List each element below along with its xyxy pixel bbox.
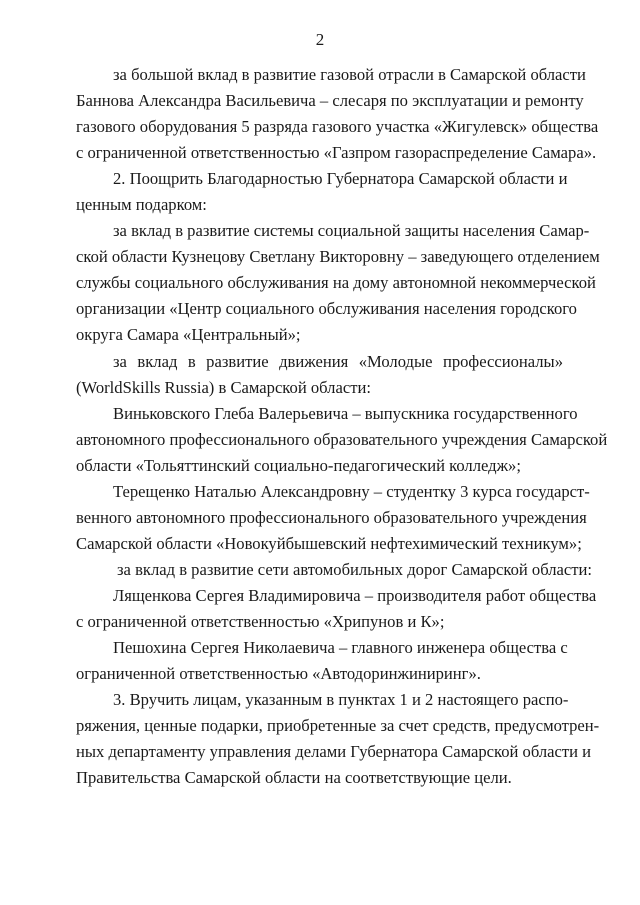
text-line: с ограниченной ответственностью «Хрипунов и К»; [76,611,445,631]
page-number: 2 [315,30,325,49]
text-line: ценным подарком: [76,195,207,215]
text-line: (WorldSkills Russia) в Самарской области: [76,377,371,397]
text-line: службы социального обслуживания на дому автономной некоммерческой [76,273,596,293]
text-line: области «Тольяттинский социально-педагогический колледж»; [76,455,521,475]
text-line: Терещенко Наталью Александровну – студентку 3 курса государст- [113,481,590,501]
text-line: 2. Поощрить Благодарностью Губернатора Самарской области и [113,169,568,189]
text-line: ряжения, ценные подарки, приобретенные за счет средств, предусмотрен- [76,716,600,736]
paragraph [76,583,597,635]
paragraph [76,218,600,348]
text-line: газового оборудования 5 разряда газового участка «Жигулевск» общества [76,117,599,137]
text-line: округа Самара «Центральный»; [76,325,301,345]
text-line: за большой вклад в развитие газовой отрасли в Самарской области [113,65,586,84]
text-line: ограниченной ответственностью «Автодоринжиниринг». [76,664,481,684]
paragraph [76,349,563,401]
text-line: ской области Кузнецову Светлану Викторовну – заведующего отделением [76,247,600,267]
text-line: с ограниченной ответственностью «Газпром газораспределение Самара». [76,143,597,163]
text-line: Лященкова Сергея Владимировича – производителя работ общества [113,585,597,605]
paragraph [76,62,599,166]
paragraph [76,479,590,557]
text-line: автономного профессионального образовательного учреждения Самарской [76,429,608,449]
paragraph [76,635,568,687]
text-line: Пешохина Сергея Николаевича – главного инженера общества с [113,638,568,658]
paragraph [76,166,568,218]
paragraph [76,401,608,479]
text-line: 3. Вручить лицам, указанным в пунктах 1 и 2 настоящего распо- [113,690,569,710]
document-body [76,62,608,791]
text-line: Баннова Александра Васильевича – слесаря по эксплуатации и ремонту [76,91,584,111]
text-line: организации «Центр социального обслуживания населения городского [76,299,577,319]
text-line: за вклад в развитие системы социальной защиты населения Самар- [113,221,590,241]
paragraph [76,557,592,583]
paragraph [76,687,600,791]
text-line: венного автономного профессионального образовательного учреждения [76,507,587,527]
text-line: за вклад в развитие движения «Молодые профессионалы» [113,351,563,371]
text-line: ных департаменту управления делами Губернатора Самарской области и [76,742,592,762]
text-line: Правительства Самарской области на соответствующие цели. [76,768,512,788]
text-line: за вклад в развитие сети автомобильных дорог Самарской области: [117,559,592,579]
text-line: Виньковского Глеба Валерьевича – выпускника государственного [113,403,578,423]
text-line: Самарской области «Новокуйбышевский нефтехимический техникум»; [76,533,582,553]
